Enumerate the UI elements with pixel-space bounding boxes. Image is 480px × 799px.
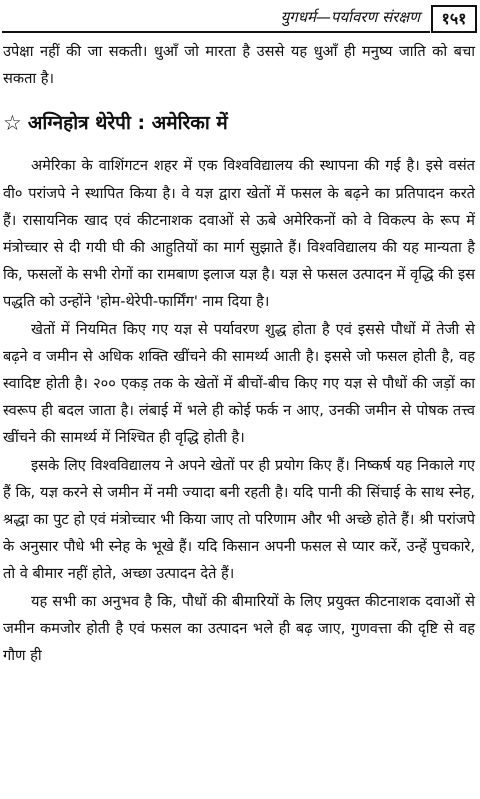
paragraph-1: अमेरिका के वाशिंगटन शहर में एक विश्वविद्यालय की स्थापना की गई है। इसे वसंत वी० परांजपे ने स्थापित किया है। वे यज्ञ द्वारा खेतों में फसल के बढ़ने का प्रतिपादन करते हैं। रासायनिक खाद एवं कीटनाशक दवाओं से ऊबे अमेरिकनों को वे विकल्प के रूप में मंत्रोच्चार से दी गयी घी की आहुतियों का मार्ग सुझाते हैं। विश्वविद्यालय की यह मान्यता है कि, फसलों के सभी रोगों का रामबाण इलाज यज्ञ है। यज्ञ से फसल उत्पादन में वृद्धि की इस पद्धति को उन्होंने 'होम-थेरेपी-फार्मिंग' नाम दिया है।: [3, 157, 475, 311]
intro-paragraph: उपेक्षा नहीं की जा सकती। धुआँ जो मारता है उससे यह धुआँ ही मनुष्य जाति को बचा सकता है।: [3, 43, 475, 88]
paragraph-2: खेतों में नियमित किए गए यज्ञ से पर्यावरण शुद्ध होता है एवं इससे पौधों में तेजी से बढ़ने व जमीन से अधिक शक्ति खींचने की सामर्थ्य आती है। इससे जो फसल होती है, वह स्वादिष्ट होती है। २०० एकड़ तक के खेतों में बीचों-बीच किए गए यज्ञ से पौधों की जड़ों का स्वरूप ही बदल जाता है। लंबाई में भले ही कोई फर्क न आए, उनकी जमीन से पोषक तत्त्व खींचने की सामर्थ्य में निश्चित ही वृद्धि होती है।: [3, 320, 475, 447]
section-heading: [3, 108, 475, 138]
page-header: [0, 4, 480, 34]
running-title: युगधर्म—पर्यावरण संरक्षण: [280, 8, 420, 26]
page-number: १५१: [431, 5, 477, 33]
page-body: [3, 38, 475, 669]
paragraph-4: यह सभी का अनुभव है कि, पौधों की बीमारियों के लिए प्रयुक्त कीटनाशक दवाओं से जमीन कमजोर होती है एवं फसल का उत्पादन भले ही बढ़ जाए, गुणवत्ता की दृष्टि से वह गौण ही: [3, 592, 475, 665]
section-heading-text: अग्निहोत्र थेरेपी : अमेरिका में: [27, 112, 228, 135]
header-rule: [2, 31, 430, 33]
star-icon: ☆: [3, 111, 22, 136]
paragraph-3: इसके लिए विश्वविद्यालय ने अपने खेतों पर ही प्रयोग किए हैं। निष्कर्ष यह निकाले गए हैं कि, यज्ञ करने से जमीन में नमी ज्यादा बनी रहती है। यदि पानी की सिंचाई के साथ स्नेह, श्रद्धा का पुट हो एवं मंत्रोच्चार भी किया जाए तो परिणाम और भी अच्छे होते हैं। श्री परांजपे के अनुसार पौधे भी स्नेह के भूखे हैं। यदि किसान अपनी फसल से प्यार करें, उन्हें पुचकारे, तो वे बीमार नहीं होते, अच्छा उत्पादन देते हैं।: [3, 456, 475, 583]
